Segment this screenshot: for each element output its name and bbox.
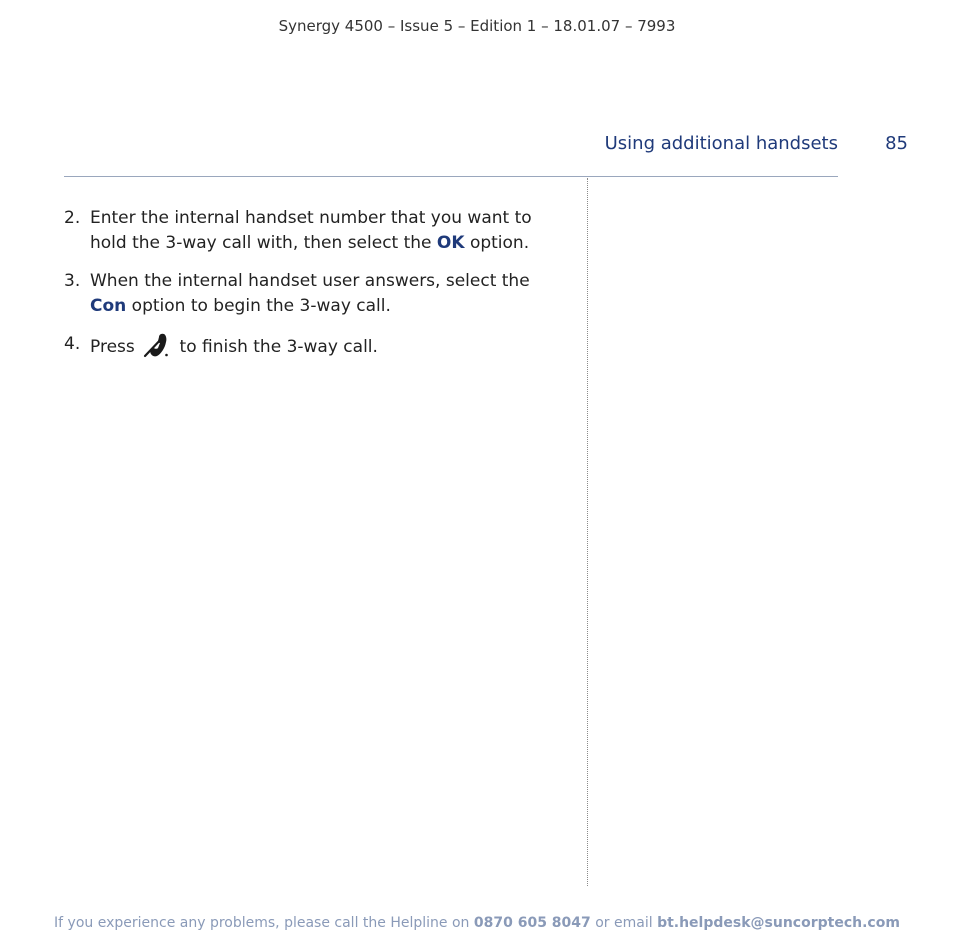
ok-option-term: OK — [436, 233, 465, 253]
helpline-phone-number: 0870 605 8047 — [473, 915, 591, 931]
con-option-term: Con — [90, 296, 127, 316]
step-text: option to begin the 3-way call. — [126, 296, 391, 316]
instruction-steps — [64, 206, 569, 373]
step-item — [64, 206, 569, 256]
helpdesk-email: bt.helpdesk@suncorptech.com — [657, 915, 900, 931]
step-text: Enter the internal handset number that you want to hold the 3-way call with, then select the — [90, 208, 532, 253]
step-item — [64, 269, 569, 319]
column-divider — [587, 178, 588, 886]
step-text: When the internal handset user answers, select the — [90, 271, 530, 291]
step-number: 3. — [64, 271, 81, 291]
footer-text: If you experience any problems, please call the Helpline on — [54, 915, 474, 931]
footer-text: or email — [590, 915, 658, 931]
step-text: option. — [464, 233, 530, 253]
section-title: Using additional handsets — [604, 133, 838, 154]
step-item — [64, 332, 569, 360]
step-text: to finish the 3-way call. — [174, 337, 378, 357]
header-rule — [64, 176, 838, 177]
step-number: 4. — [64, 334, 81, 354]
helpline-footer — [0, 915, 954, 931]
document-info-header: Synergy 4500 – Issue 5 – Edition 1 – 18.01.07 – 7993 — [278, 17, 676, 35]
step-number: 2. — [64, 208, 81, 228]
step-text: Press — [90, 337, 141, 357]
end-call-icon — [142, 332, 170, 358]
page-number: 85 — [885, 133, 908, 154]
